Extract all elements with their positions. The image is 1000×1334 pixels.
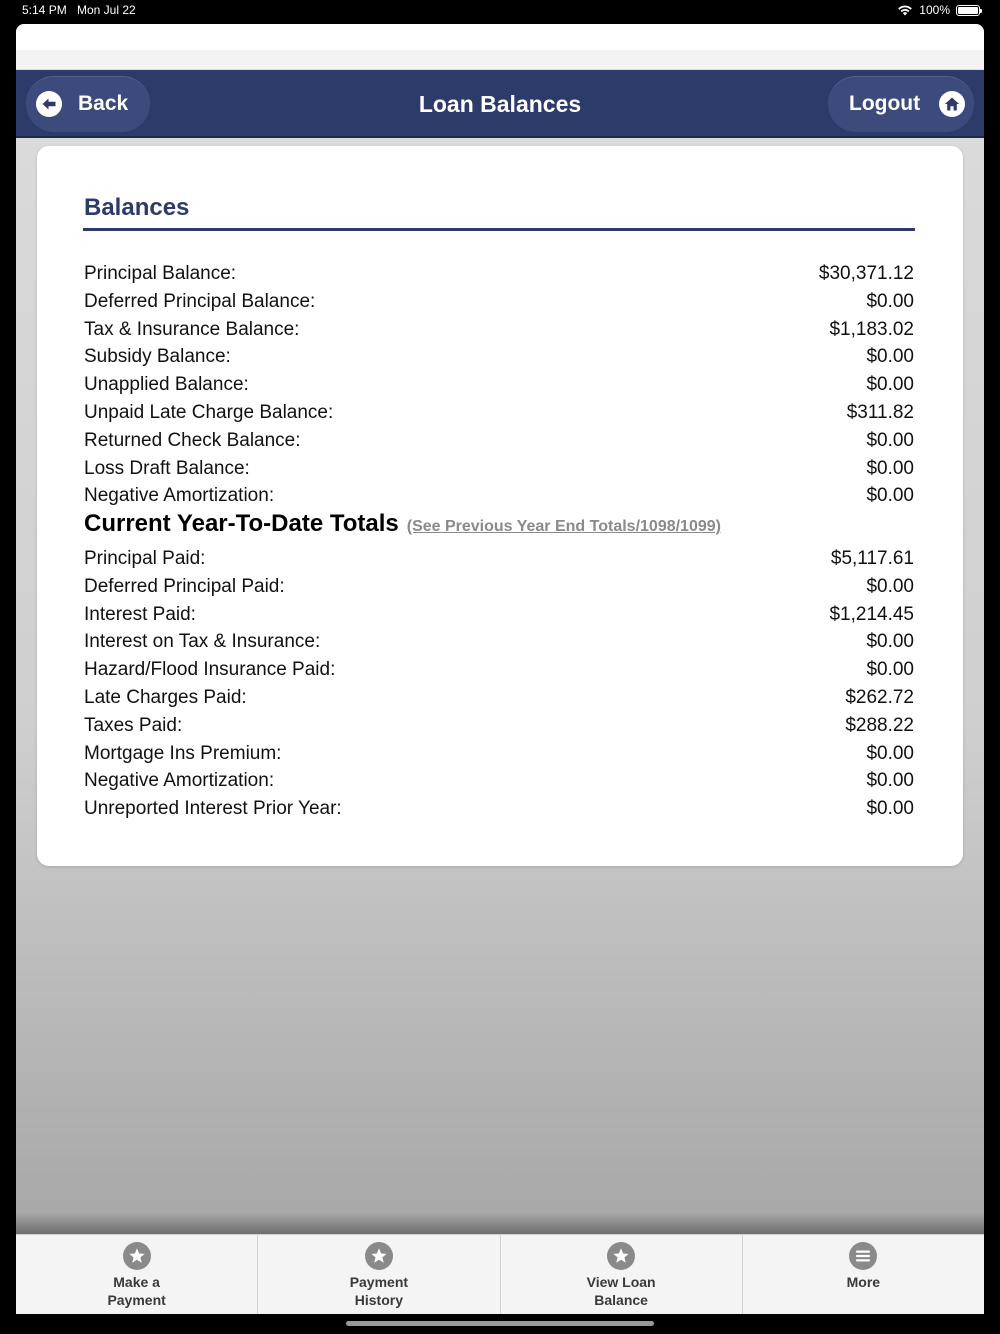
ytd-row — [84, 767, 914, 795]
menu-icon — [849, 1242, 877, 1270]
ytd-row — [84, 684, 914, 712]
tab-label: View Loan Balance — [586, 1274, 656, 1308]
previous-year-totals-link[interactable]: (See Previous Year End Totals/1098/1099) — [406, 518, 721, 535]
row-label: Negative Amortization: — [84, 770, 275, 792]
ytd-row — [84, 628, 914, 656]
tab-label: More — [846, 1274, 881, 1290]
ytd-row — [84, 545, 914, 573]
tab-make-payment[interactable] — [16, 1235, 258, 1314]
row-label: Tax & Insurance Balance: — [84, 318, 300, 340]
tab-more[interactable] — [743, 1235, 984, 1314]
row-value: $311.82 — [846, 401, 914, 423]
row-value: $0.00 — [866, 575, 914, 597]
row-value: $0.00 — [866, 742, 914, 764]
back-button[interactable] — [26, 76, 150, 132]
row-label: Interest Paid: — [84, 603, 196, 625]
row-value: $0.00 — [866, 290, 914, 312]
row-label: Negative Amortization: — [84, 485, 275, 507]
star-icon — [607, 1242, 635, 1270]
ytd-row — [84, 601, 914, 629]
home-icon — [939, 91, 965, 117]
row-label: Unreported Interest Prior Year: — [84, 798, 342, 820]
back-label: Back — [78, 92, 129, 115]
battery-percent: 100% — [919, 3, 950, 17]
tab-bar-shadow — [16, 1212, 984, 1234]
row-value: $1,183.02 — [829, 318, 914, 340]
row-value: $0.00 — [866, 374, 914, 396]
wifi-icon — [897, 4, 913, 16]
balance-row — [84, 399, 914, 427]
row-value: $0.00 — [866, 798, 914, 820]
ytd-list — [84, 545, 914, 823]
status-time: 5:14 PM — [22, 3, 67, 17]
row-value: $1,214.45 — [829, 603, 914, 625]
row-value: $5,117.61 — [830, 548, 914, 569]
star-icon — [365, 1242, 393, 1270]
row-value: $0.00 — [866, 770, 914, 792]
star-icon — [123, 1242, 151, 1270]
row-value: $262.72 — [845, 686, 914, 708]
balances-list — [84, 260, 914, 510]
ytd-heading: Current Year-To-Date Totals — [84, 510, 399, 537]
status-bar — [0, 0, 1000, 24]
tab-payment-history[interactable] — [258, 1235, 500, 1314]
app-window — [16, 24, 984, 1314]
logout-label: Logout — [849, 92, 921, 115]
balance-row — [84, 427, 914, 455]
row-value: $0.00 — [866, 346, 914, 368]
balances-heading: Balances — [84, 194, 190, 221]
ytd-heading-row — [84, 510, 721, 538]
row-value: $0.00 — [866, 631, 914, 653]
status-right — [897, 3, 980, 17]
tab-label: Make a Payment — [107, 1274, 166, 1308]
heading-divider — [83, 228, 915, 231]
row-label: Interest on Tax & Insurance: — [84, 631, 321, 653]
battery-icon — [956, 5, 980, 16]
ytd-row — [84, 795, 914, 823]
balance-row — [84, 260, 914, 288]
row-label: Hazard/Flood Insurance Paid: — [84, 659, 336, 681]
row-value: $288.22 — [845, 714, 914, 736]
tab-label: Payment History — [349, 1274, 409, 1308]
ytd-row — [84, 656, 914, 684]
row-label: Subsidy Balance: — [84, 346, 231, 368]
row-label: Deferred Principal Paid: — [84, 575, 285, 597]
row-value: $0.00 — [866, 429, 914, 451]
row-label: Taxes Paid: — [84, 714, 183, 736]
home-indicator[interactable] — [346, 1321, 654, 1326]
page-title: Loan Balances — [418, 91, 582, 117]
balance-row — [84, 482, 914, 510]
tab-view-loan-balance[interactable] — [501, 1235, 743, 1314]
balance-row — [84, 288, 914, 316]
row-label: Principal Paid: — [84, 548, 206, 569]
row-value: $30,371.12 — [818, 263, 914, 284]
top-strip — [16, 24, 984, 50]
row-label: Principal Balance: — [84, 263, 237, 284]
row-value: $0.00 — [866, 659, 914, 681]
row-label: Unpaid Late Charge Balance: — [84, 401, 334, 423]
ytd-row — [84, 573, 914, 601]
header-bar — [16, 70, 984, 138]
balance-row — [84, 316, 914, 344]
top-gray-strip — [16, 50, 984, 70]
row-label: Late Charges Paid: — [84, 686, 247, 708]
row-value: $0.00 — [866, 485, 914, 507]
balance-row — [84, 343, 914, 371]
balance-row — [84, 371, 914, 399]
balance-row — [84, 455, 914, 483]
tab-bar — [16, 1234, 984, 1314]
ytd-row — [84, 712, 914, 740]
balances-card — [37, 146, 963, 866]
row-label: Returned Check Balance: — [84, 429, 301, 451]
status-date: Mon Jul 22 — [77, 3, 136, 17]
row-label: Loss Draft Balance: — [84, 457, 250, 479]
row-label: Deferred Principal Balance: — [84, 290, 316, 312]
logout-button[interactable] — [828, 76, 974, 132]
row-label: Unapplied Balance: — [84, 374, 249, 396]
back-arrow-icon — [36, 91, 62, 117]
ytd-row — [84, 740, 914, 768]
row-label: Mortgage Ins Premium: — [84, 742, 282, 764]
row-value: $0.00 — [866, 457, 914, 479]
